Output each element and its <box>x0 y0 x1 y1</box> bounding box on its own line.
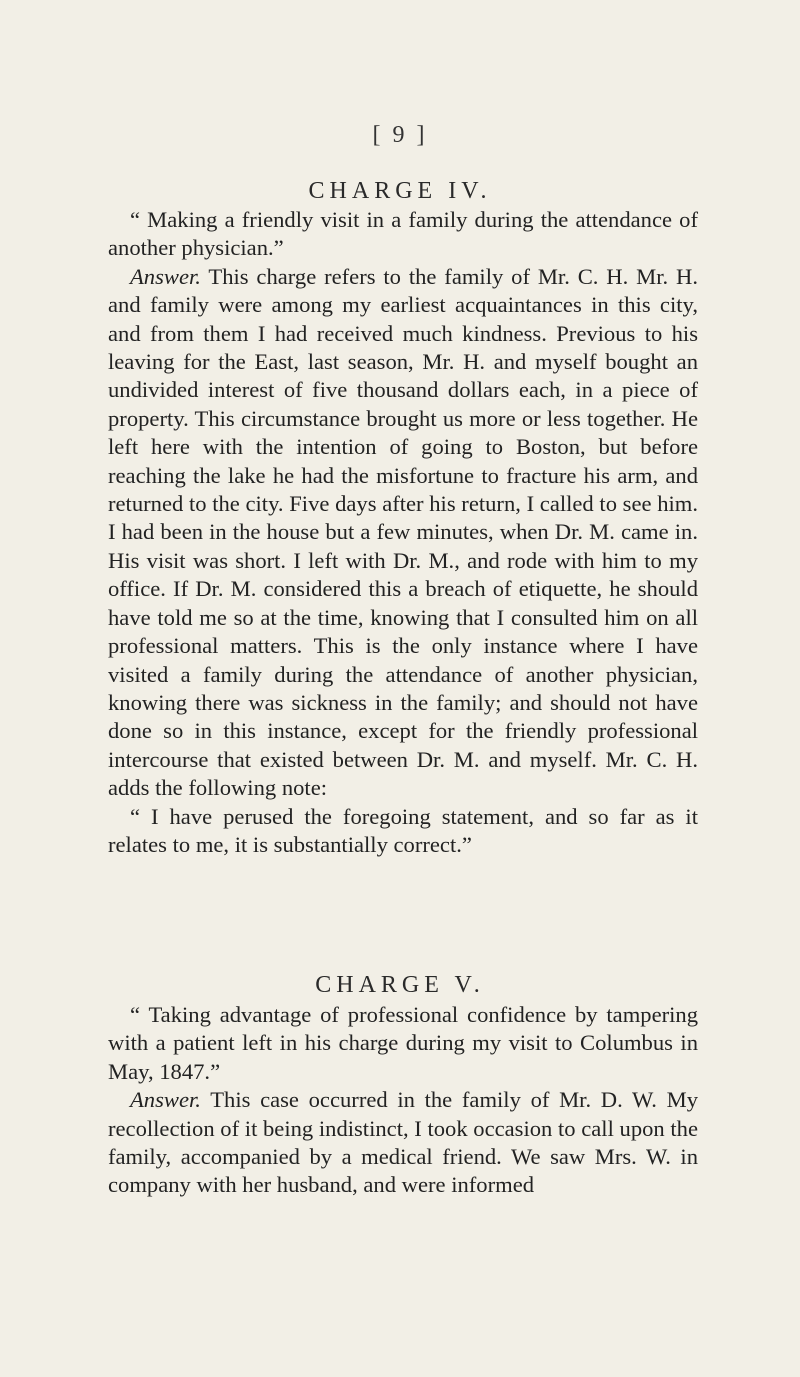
charge-v-heading: CHARGE V. <box>315 972 485 998</box>
answer-label: Answer. <box>130 1087 201 1113</box>
charge-iv-quote: “ I have perused the foregoing statement, and so far as it relates to me, it is substantially correct.” <box>108 803 698 857</box>
charge-iv-body <box>108 206 698 859</box>
charge-v-body <box>108 1001 698 1200</box>
charge-v-statement: “ Taking advantage of professional confidence by tampering with a patient left in his charge during my visit to Columbus in May, 1847.” <box>108 1002 698 1084</box>
answer-text: This case occurred in the family of Mr. D. W. My recollection of it being indistinct, I took occasion to call upon the family, accompanied by a medical friend. We saw Mrs. W. in company with her husband, and were informed <box>108 1087 698 1198</box>
charge-iv-answer <box>108 263 698 803</box>
answer-label: Answer. <box>130 263 201 289</box>
charge-iv-heading: CHARGE IV. <box>308 178 492 204</box>
answer-text: This charge refers to the family of Mr. C. H. Mr. H. and family were among my earliest acquaintances in this city, and from them I had received much kindness. Previous to his leaving for the East, last season, Mr. H. and myself bought an undivided interest of five thousand dollars each, in a piece of property. This circumstance brought us more or less together. He left here with the intention of going to Boston, but before reaching the lake he had the misfortune to fracture his arm, and returned to the city. Five days after his return, I called to see him. I had been in the house but a few minutes, when Dr. M. came in. His visit was short. I left with Dr. M., and rode with him to my office. If Dr. M. considered this a breach of etiquette, he should have told me so at the time, knowing that I consulted him on all professional matters. This is the only instance where I have visited a family during the attendance of another physician, knowing there was sickness in the family; and should not have done so in this instance, except for the friendly professional intercourse that existed between Dr. M. and myself. Mr. C. H. adds the following note: <box>108 263 698 801</box>
page-number: [ 9 ] <box>372 122 428 148</box>
charge-v-answer <box>108 1086 698 1200</box>
charge-iv-statement: “ Making a friendly visit in a family during the attendance of another physician.” <box>108 207 698 261</box>
